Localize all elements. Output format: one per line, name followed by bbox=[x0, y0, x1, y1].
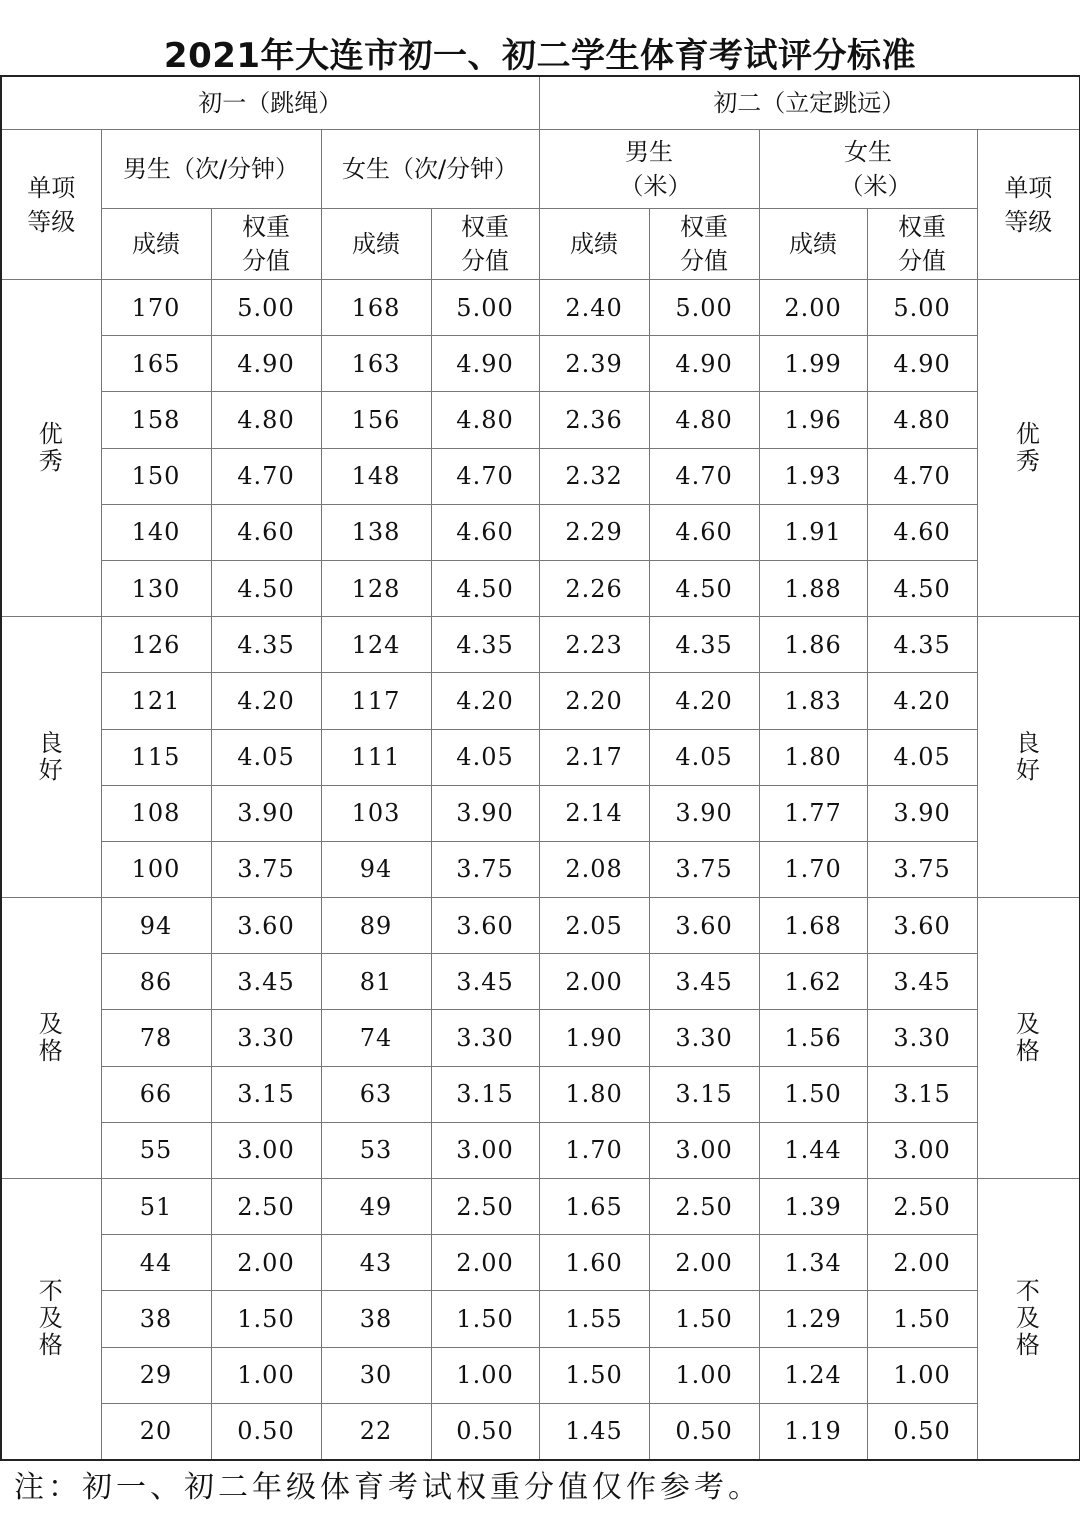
value-cell: 2.50 bbox=[211, 1179, 321, 1235]
level-cell-left: 及格 bbox=[1, 898, 101, 1179]
value-cell: 1.00 bbox=[649, 1347, 759, 1403]
score-subheader: 成绩 bbox=[321, 209, 431, 280]
value-cell: 1.86 bbox=[759, 617, 867, 673]
value-cell: 1.80 bbox=[759, 729, 867, 785]
value-cell: 3.45 bbox=[431, 954, 539, 1010]
value-cell: 3.30 bbox=[867, 1010, 977, 1066]
weighted-subheader: 权重分值 bbox=[431, 209, 539, 280]
value-cell: 3.90 bbox=[431, 785, 539, 841]
value-cell: 156 bbox=[321, 392, 431, 448]
score-subheader: 成绩 bbox=[539, 209, 649, 280]
value-cell: 0.50 bbox=[649, 1403, 759, 1460]
value-cell: 63 bbox=[321, 1066, 431, 1122]
value-cell: 126 bbox=[101, 617, 211, 673]
value-cell: 140 bbox=[101, 504, 211, 560]
value-cell: 2.00 bbox=[539, 954, 649, 1010]
value-cell: 3.75 bbox=[211, 841, 321, 897]
value-cell: 3.45 bbox=[867, 954, 977, 1010]
value-cell: 3.60 bbox=[431, 898, 539, 954]
value-cell: 2.36 bbox=[539, 392, 649, 448]
value-cell: 130 bbox=[101, 560, 211, 616]
grade2-section-header: 初二（立定跳远） bbox=[539, 76, 1080, 130]
footnote: 注：初一、初二年级体育考试权重分值仅作参考。 bbox=[14, 1470, 762, 1505]
value-cell: 2.26 bbox=[539, 560, 649, 616]
level-cell-left: 良好 bbox=[1, 617, 101, 898]
level-cell-right: 不及格 bbox=[977, 1179, 1080, 1460]
boys-rope-header: 男生（次/分钟） bbox=[101, 130, 321, 209]
value-cell: 4.60 bbox=[867, 504, 977, 560]
value-cell: 2.29 bbox=[539, 504, 649, 560]
value-cell: 1.55 bbox=[539, 1291, 649, 1347]
value-cell: 1.50 bbox=[759, 1066, 867, 1122]
value-cell: 1.29 bbox=[759, 1291, 867, 1347]
value-cell: 4.50 bbox=[211, 560, 321, 616]
value-cell: 1.70 bbox=[539, 1122, 649, 1178]
value-cell: 74 bbox=[321, 1010, 431, 1066]
table-row bbox=[1, 729, 1080, 785]
value-cell: 3.30 bbox=[431, 1010, 539, 1066]
value-cell: 29 bbox=[101, 1347, 211, 1403]
value-cell: 4.50 bbox=[867, 560, 977, 616]
level-cell-left: 优秀 bbox=[1, 280, 101, 617]
table-row bbox=[1, 841, 1080, 897]
value-cell: 1.50 bbox=[431, 1291, 539, 1347]
value-cell: 3.45 bbox=[649, 954, 759, 1010]
value-cell: 4.60 bbox=[431, 504, 539, 560]
value-cell: 1.93 bbox=[759, 448, 867, 504]
level-header-right: 单项等级 bbox=[977, 130, 1080, 280]
value-cell: 1.24 bbox=[759, 1347, 867, 1403]
value-cell: 38 bbox=[321, 1291, 431, 1347]
value-cell: 81 bbox=[321, 954, 431, 1010]
value-cell: 1.99 bbox=[759, 336, 867, 392]
value-cell: 3.60 bbox=[211, 898, 321, 954]
value-cell: 30 bbox=[321, 1347, 431, 1403]
value-cell: 3.75 bbox=[867, 841, 977, 897]
value-cell: 4.35 bbox=[211, 617, 321, 673]
table-row bbox=[1, 673, 1080, 729]
value-cell: 1.91 bbox=[759, 504, 867, 560]
value-cell: 4.90 bbox=[431, 336, 539, 392]
value-cell: 3.90 bbox=[867, 785, 977, 841]
value-cell: 1.00 bbox=[431, 1347, 539, 1403]
value-cell: 49 bbox=[321, 1179, 431, 1235]
value-cell: 1.50 bbox=[867, 1291, 977, 1347]
value-cell: 78 bbox=[101, 1010, 211, 1066]
table-row bbox=[1, 1347, 1080, 1403]
value-cell: 4.90 bbox=[867, 336, 977, 392]
value-cell: 2.50 bbox=[649, 1179, 759, 1235]
value-cell: 1.62 bbox=[759, 954, 867, 1010]
value-cell: 2.00 bbox=[759, 280, 867, 336]
value-cell: 4.70 bbox=[867, 448, 977, 504]
value-cell: 1.65 bbox=[539, 1179, 649, 1235]
value-cell: 94 bbox=[101, 898, 211, 954]
value-cell: 1.96 bbox=[759, 392, 867, 448]
value-cell: 1.77 bbox=[759, 785, 867, 841]
value-cell: 115 bbox=[101, 729, 211, 785]
value-cell: 4.35 bbox=[431, 617, 539, 673]
value-cell: 4.35 bbox=[649, 617, 759, 673]
value-cell: 4.05 bbox=[649, 729, 759, 785]
value-cell: 4.05 bbox=[211, 729, 321, 785]
value-cell: 4.20 bbox=[649, 673, 759, 729]
value-cell: 1.34 bbox=[759, 1235, 867, 1291]
value-cell: 1.50 bbox=[539, 1347, 649, 1403]
value-cell: 4.05 bbox=[431, 729, 539, 785]
value-cell: 2.39 bbox=[539, 336, 649, 392]
value-cell: 3.30 bbox=[211, 1010, 321, 1066]
value-cell: 163 bbox=[321, 336, 431, 392]
value-cell: 4.60 bbox=[649, 504, 759, 560]
value-cell: 138 bbox=[321, 504, 431, 560]
value-cell: 2.05 bbox=[539, 898, 649, 954]
table-row bbox=[1, 898, 1080, 954]
value-cell: 4.80 bbox=[867, 392, 977, 448]
girls-jump-header: 女生（米） bbox=[759, 130, 977, 209]
value-cell: 4.20 bbox=[211, 673, 321, 729]
value-cell: 89 bbox=[321, 898, 431, 954]
value-cell: 3.75 bbox=[431, 841, 539, 897]
score-subheader: 成绩 bbox=[101, 209, 211, 280]
table-row bbox=[1, 1235, 1080, 1291]
value-cell: 3.00 bbox=[867, 1122, 977, 1178]
value-cell: 3.15 bbox=[649, 1066, 759, 1122]
value-cell: 1.60 bbox=[539, 1235, 649, 1291]
value-cell: 2.17 bbox=[539, 729, 649, 785]
table-row bbox=[1, 1403, 1080, 1460]
level-header-left: 单项等级 bbox=[1, 130, 101, 280]
table-row bbox=[1, 617, 1080, 673]
value-cell: 38 bbox=[101, 1291, 211, 1347]
value-cell: 1.39 bbox=[759, 1179, 867, 1235]
score-subheader: 成绩 bbox=[759, 209, 867, 280]
level-cell-right: 良好 bbox=[977, 617, 1080, 898]
value-cell: 1.56 bbox=[759, 1010, 867, 1066]
value-cell: 121 bbox=[101, 673, 211, 729]
value-cell: 3.15 bbox=[431, 1066, 539, 1122]
weighted-subheader: 权重分值 bbox=[867, 209, 977, 280]
girls-rope-header: 女生（次/分钟） bbox=[321, 130, 539, 209]
value-cell: 20 bbox=[101, 1403, 211, 1460]
value-cell: 1.88 bbox=[759, 560, 867, 616]
value-cell: 4.80 bbox=[649, 392, 759, 448]
value-cell: 3.00 bbox=[211, 1122, 321, 1178]
value-cell: 128 bbox=[321, 560, 431, 616]
value-cell: 4.50 bbox=[431, 560, 539, 616]
value-cell: 4.80 bbox=[211, 392, 321, 448]
value-cell: 86 bbox=[101, 954, 211, 1010]
level-cell-right: 及格 bbox=[977, 898, 1080, 1179]
table-row bbox=[1, 280, 1080, 336]
value-cell: 1.00 bbox=[867, 1347, 977, 1403]
value-cell: 103 bbox=[321, 785, 431, 841]
value-cell: 2.40 bbox=[539, 280, 649, 336]
value-cell: 111 bbox=[321, 729, 431, 785]
page-title: 2021年大连市初一、初二学生体育考试评分标准 bbox=[163, 36, 917, 76]
value-cell: 2.00 bbox=[867, 1235, 977, 1291]
level-cell-left: 不及格 bbox=[1, 1179, 101, 1460]
value-cell: 124 bbox=[321, 617, 431, 673]
value-cell: 2.50 bbox=[431, 1179, 539, 1235]
value-cell: 3.15 bbox=[867, 1066, 977, 1122]
value-cell: 5.00 bbox=[211, 280, 321, 336]
value-cell: 1.70 bbox=[759, 841, 867, 897]
value-cell: 4.70 bbox=[211, 448, 321, 504]
value-cell: 2.00 bbox=[431, 1235, 539, 1291]
value-cell: 4.20 bbox=[867, 673, 977, 729]
value-cell: 4.05 bbox=[867, 729, 977, 785]
table-row bbox=[1, 392, 1080, 448]
value-cell: 3.90 bbox=[649, 785, 759, 841]
value-cell: 3.60 bbox=[649, 898, 759, 954]
level-cell-right: 优秀 bbox=[977, 280, 1080, 617]
value-cell: 1.44 bbox=[759, 1122, 867, 1178]
value-cell: 1.50 bbox=[211, 1291, 321, 1347]
value-cell: 0.50 bbox=[431, 1403, 539, 1460]
value-cell: 1.80 bbox=[539, 1066, 649, 1122]
grade1-section-header: 初一（跳绳） bbox=[1, 76, 539, 130]
value-cell: 2.00 bbox=[211, 1235, 321, 1291]
value-cell: 1.90 bbox=[539, 1010, 649, 1066]
value-cell: 3.90 bbox=[211, 785, 321, 841]
value-cell: 5.00 bbox=[431, 280, 539, 336]
value-cell: 5.00 bbox=[867, 280, 977, 336]
value-cell: 100 bbox=[101, 841, 211, 897]
value-cell: 22 bbox=[321, 1403, 431, 1460]
boys-jump-header: 男生（米） bbox=[539, 130, 759, 209]
value-cell: 3.45 bbox=[211, 954, 321, 1010]
value-cell: 1.00 bbox=[211, 1347, 321, 1403]
value-cell: 4.35 bbox=[867, 617, 977, 673]
value-cell: 1.45 bbox=[539, 1403, 649, 1460]
value-cell: 3.75 bbox=[649, 841, 759, 897]
value-cell: 3.30 bbox=[649, 1010, 759, 1066]
value-cell: 66 bbox=[101, 1066, 211, 1122]
table-row bbox=[1, 1122, 1080, 1178]
value-cell: 4.60 bbox=[211, 504, 321, 560]
value-cell: 4.90 bbox=[649, 336, 759, 392]
value-cell: 4.70 bbox=[431, 448, 539, 504]
value-cell: 1.19 bbox=[759, 1403, 867, 1460]
value-cell: 5.00 bbox=[649, 280, 759, 336]
value-cell: 108 bbox=[101, 785, 211, 841]
table-row bbox=[1, 504, 1080, 560]
value-cell: 3.60 bbox=[867, 898, 977, 954]
weighted-subheader: 权重分值 bbox=[649, 209, 759, 280]
value-cell: 55 bbox=[101, 1122, 211, 1178]
table-row bbox=[1, 954, 1080, 1010]
value-cell: 53 bbox=[321, 1122, 431, 1178]
table-row bbox=[1, 448, 1080, 504]
value-cell: 43 bbox=[321, 1235, 431, 1291]
scoring-table bbox=[0, 75, 1080, 1461]
table-row bbox=[1, 1066, 1080, 1122]
value-cell: 148 bbox=[321, 448, 431, 504]
weighted-subheader: 权重分值 bbox=[211, 209, 321, 280]
value-cell: 117 bbox=[321, 673, 431, 729]
table-row bbox=[1, 560, 1080, 616]
value-cell: 44 bbox=[101, 1235, 211, 1291]
value-cell: 165 bbox=[101, 336, 211, 392]
value-cell: 2.00 bbox=[649, 1235, 759, 1291]
value-cell: 2.20 bbox=[539, 673, 649, 729]
value-cell: 1.68 bbox=[759, 898, 867, 954]
value-cell: 2.14 bbox=[539, 785, 649, 841]
value-cell: 4.80 bbox=[431, 392, 539, 448]
value-cell: 94 bbox=[321, 841, 431, 897]
value-cell: 4.50 bbox=[649, 560, 759, 616]
value-cell: 170 bbox=[101, 280, 211, 336]
value-cell: 51 bbox=[101, 1179, 211, 1235]
value-cell: 0.50 bbox=[211, 1403, 321, 1460]
value-cell: 4.90 bbox=[211, 336, 321, 392]
value-cell: 1.83 bbox=[759, 673, 867, 729]
value-cell: 2.50 bbox=[867, 1179, 977, 1235]
value-cell: 4.70 bbox=[649, 448, 759, 504]
value-cell: 2.32 bbox=[539, 448, 649, 504]
table-row bbox=[1, 1179, 1080, 1235]
value-cell: 4.20 bbox=[431, 673, 539, 729]
value-cell: 3.00 bbox=[649, 1122, 759, 1178]
value-cell: 1.50 bbox=[649, 1291, 759, 1347]
table-row bbox=[1, 336, 1080, 392]
value-cell: 150 bbox=[101, 448, 211, 504]
value-cell: 3.15 bbox=[211, 1066, 321, 1122]
value-cell: 2.08 bbox=[539, 841, 649, 897]
value-cell: 168 bbox=[321, 280, 431, 336]
value-cell: 158 bbox=[101, 392, 211, 448]
value-cell: 3.00 bbox=[431, 1122, 539, 1178]
table-row bbox=[1, 1291, 1080, 1347]
table-row bbox=[1, 785, 1080, 841]
table-row bbox=[1, 1010, 1080, 1066]
value-cell: 2.23 bbox=[539, 617, 649, 673]
value-cell: 0.50 bbox=[867, 1403, 977, 1460]
